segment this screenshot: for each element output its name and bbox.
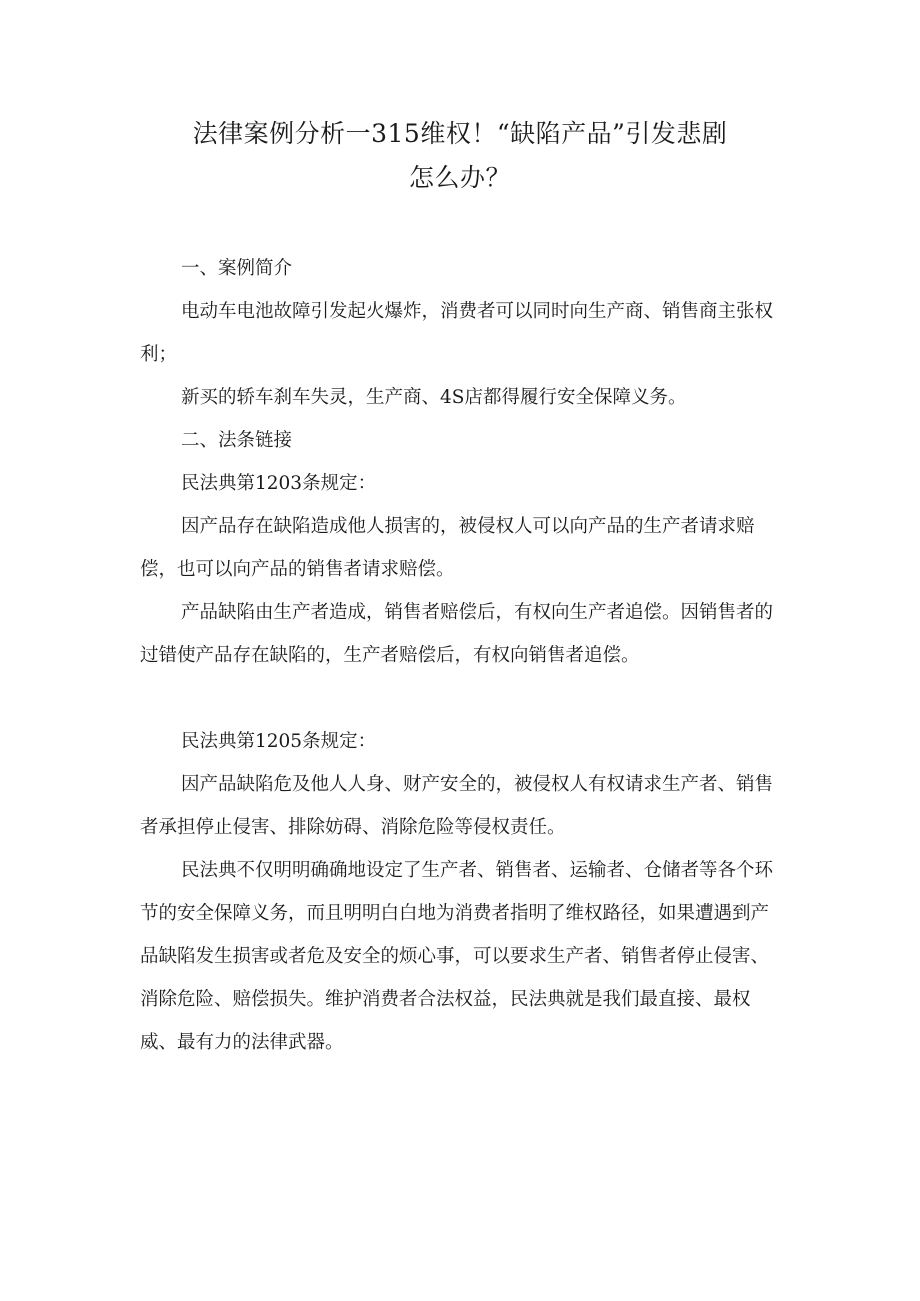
title-line-2: 怎么办？ [408,163,511,192]
article-1203-paragraph-1: 因产品存在缺陷造成他人损害的，被侵权人可以向产品的生产者请求赔偿，也可以向产品的销售者请求赔偿。 [140,516,755,580]
article-1203-title: 民法典第1203条规定： [181,473,377,494]
article-1205-title: 民法典第1205条规定： [181,731,377,752]
document-title [140,112,780,200]
section-heading-law-links: 二、法条链接 [181,430,293,451]
section-heading-case-summary: 一、案例简介 [181,258,293,279]
article-1203-paragraph-2: 产品缺陷由生产者造成，销售者赔偿后，有权向生产者追偿。因销售者的过错使产品存在缺陷的，生产者赔偿后，有权向销售者追偿。 [140,602,774,666]
article-1205-paragraph-1: 因产品缺陷危及他人人身、财产安全的，被侵权人有权请求生产者、销售者承担停止侵害、排除妨碍、消除危险等侵权责任。 [140,774,774,838]
conclusion-paragraph: 民法典不仅明明确确地设定了生产者、销售者、运输者、仓储者等各个环节的安全保障义务，而且明明白白地为消费者指明了维权路径，如果遭遇到产品缺陷发生损害或者危及安全的烦心事，可以要求生产者、销售者停止侵害、消除危险、赔偿损失。维护消费者合法权益，民法典就是我们最直接、最权威、最有力的法律武器。 [140,860,774,1053]
case-paragraph-1: 电动车电池故障引发起火爆炸，消费者可以同时向生产商、销售商主张权利； [140,301,774,365]
case-paragraph-2: 新买的轿车刹车失灵，生产商、4S店都得履行安全保障义务。 [181,387,687,408]
title-line-1: 法律案例分析一315维权！“缺陷产品”引发悲剧 [192,119,728,148]
